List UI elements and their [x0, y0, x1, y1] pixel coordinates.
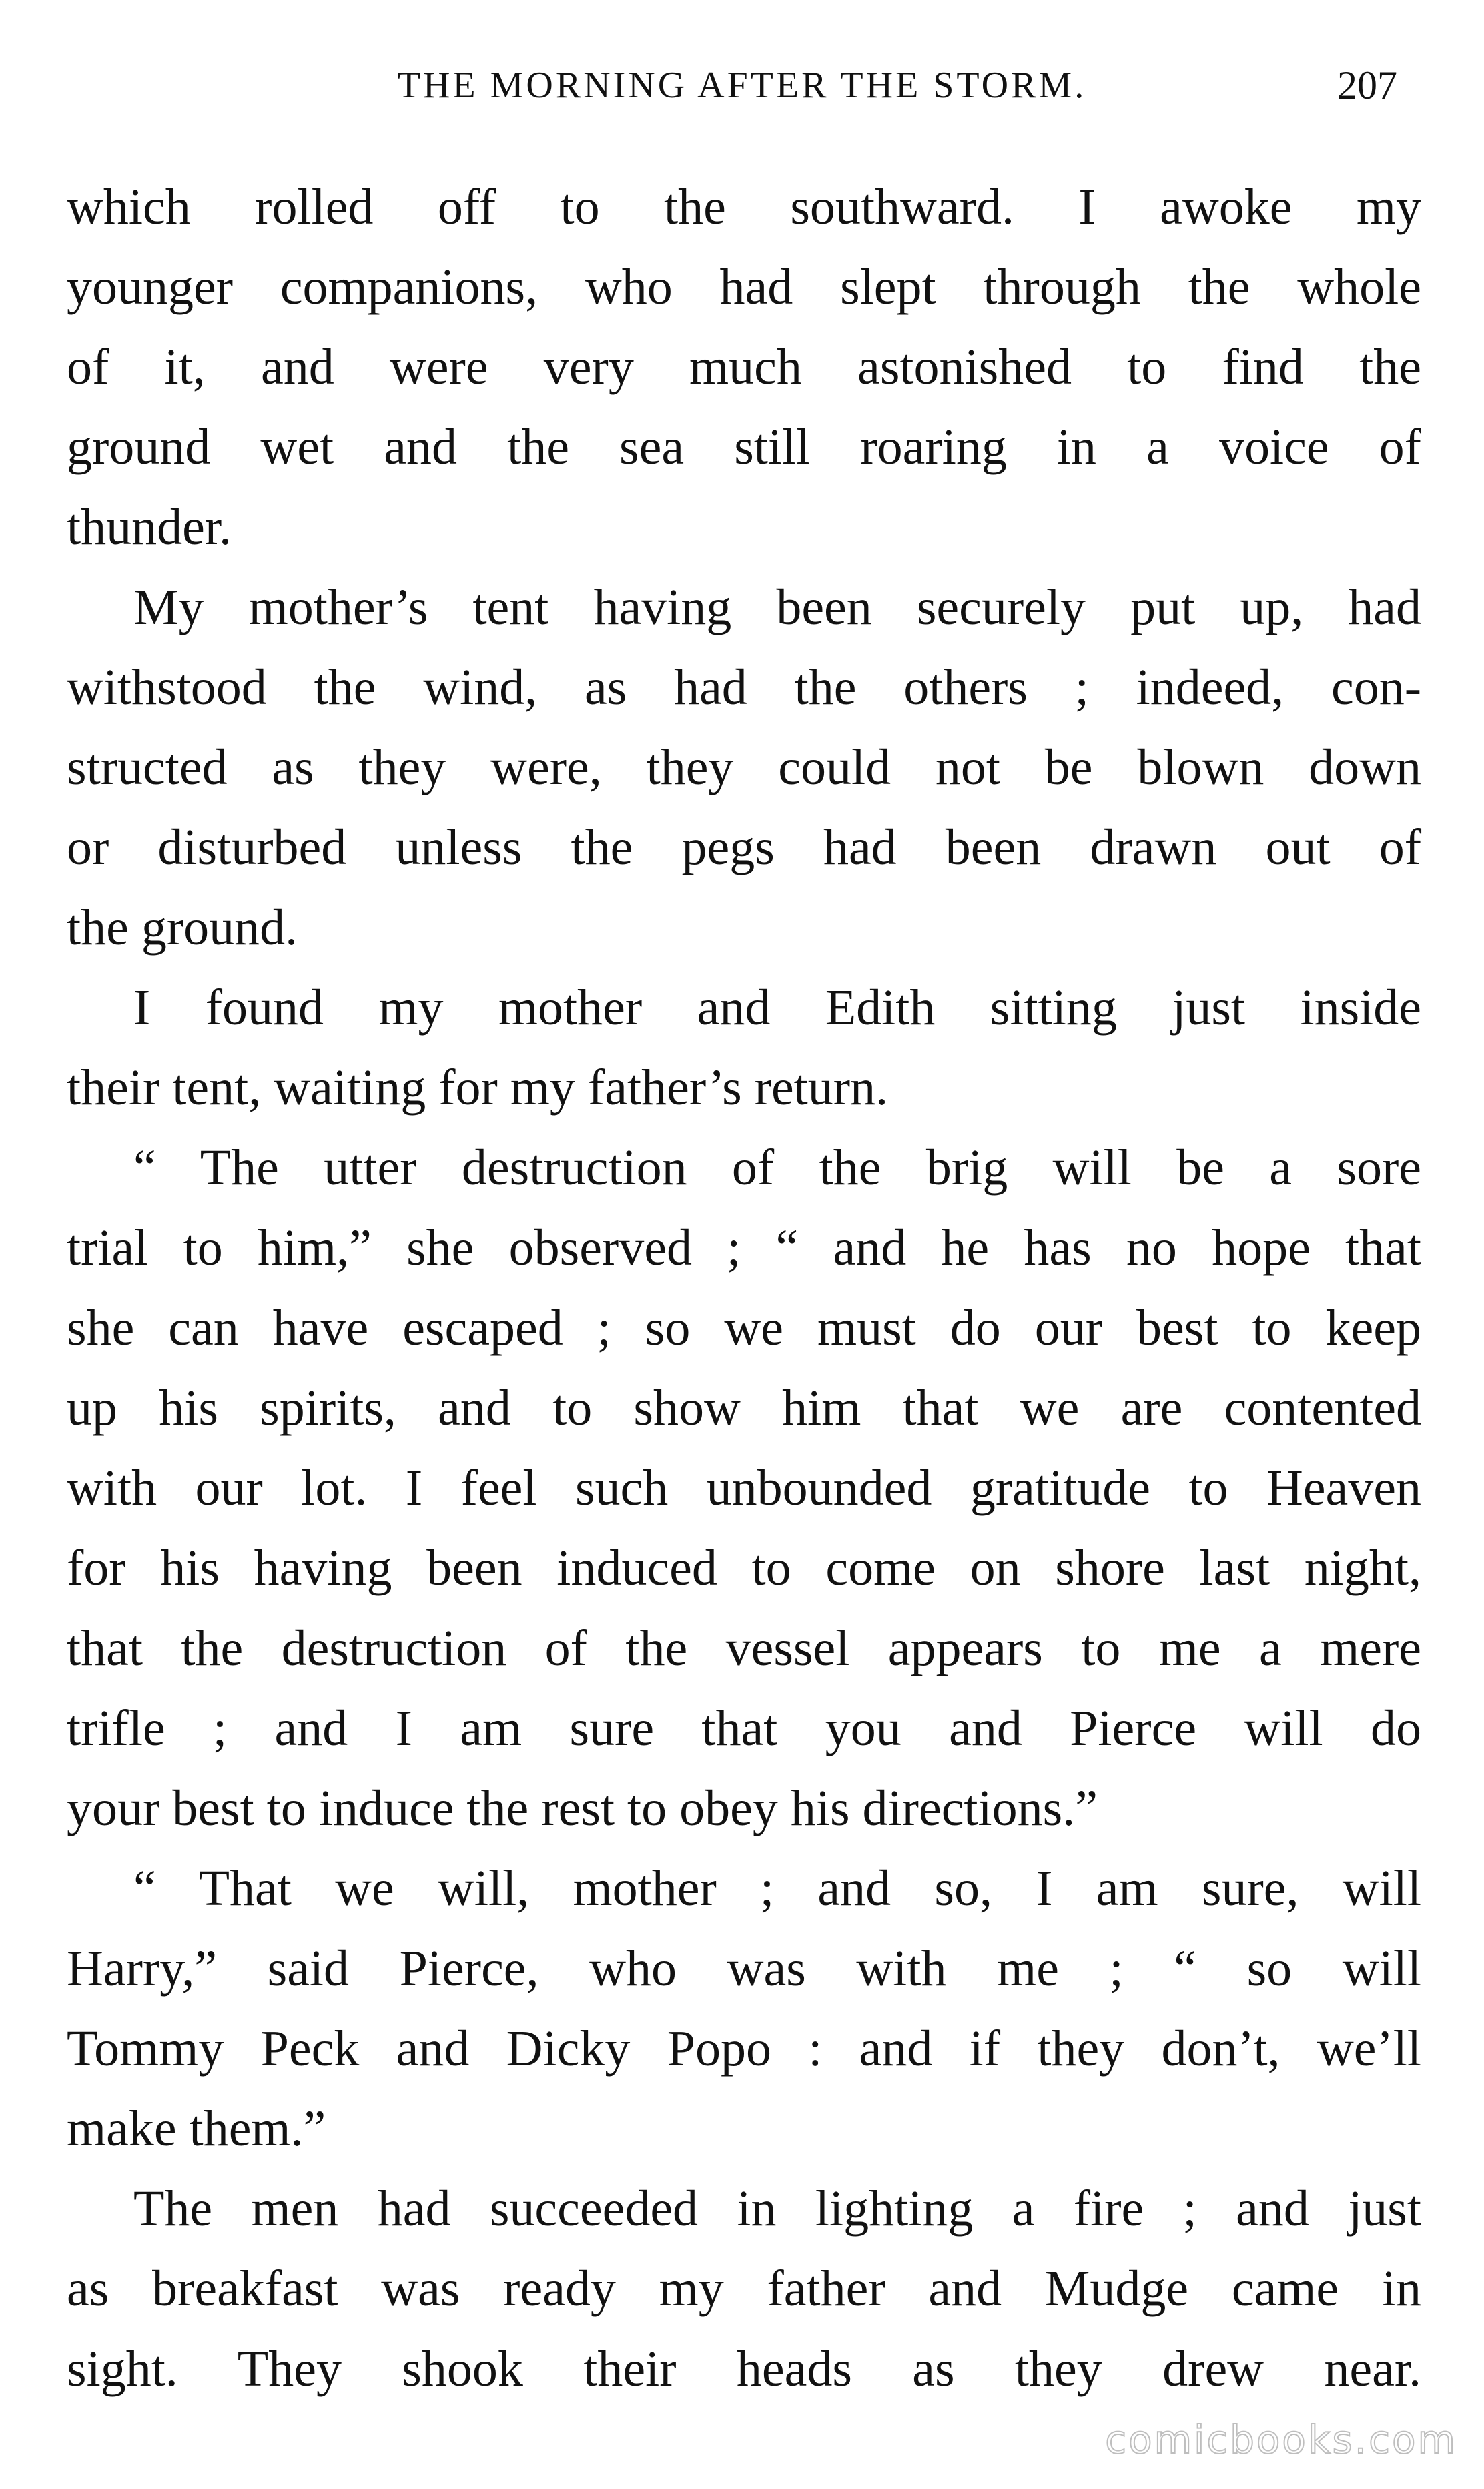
text-line: that the destruction of the vessel appears to me a mere [67, 1620, 1421, 1676]
text-line: “ That we will, mother ; and so, I am sure, will [133, 1860, 1421, 1916]
text-line: as breakfast was ready my father and Mudge came in [67, 2261, 1421, 2317]
text-line: “ The utter destruction of the brig will be a sore [133, 1140, 1421, 1196]
text-line: up his spirits, and to show him that we are contented [67, 1380, 1421, 1436]
text-line: for his having been induced to come on shore last night, [67, 1540, 1421, 1596]
text-line: your best to induce the rest to obey his directions.” [67, 1780, 1098, 1836]
text-line: withstood the wind, as had the others ; indeed, con- [67, 659, 1421, 715]
page-number: 207 [1337, 63, 1397, 107]
text-line: sight. They shook their heads as they drew near. [67, 2341, 1421, 2397]
text-line: thunder. [67, 499, 232, 555]
watermark: comicbooks.com [1105, 2417, 1457, 2462]
text-line: The men had succeeded in lighting a fire ; and just [133, 2181, 1421, 2237]
text-line: younger companions, who had slept through the whole [67, 259, 1421, 315]
chapter-running-title: THE MORNING AFTER THE STORM. [397, 65, 1087, 106]
text-line: trial to him,” she observed ; “ and he has no hope that [67, 1220, 1421, 1276]
text-line: make them.” [67, 2101, 326, 2157]
text-line: My mother’s tent having been securely put up, had [133, 579, 1421, 635]
text-line: ground wet and the sea still roaring in a voice of [67, 419, 1421, 475]
text-line: their tent, waiting for my father’s return. [67, 1060, 889, 1116]
running-head [67, 59, 1417, 112]
text-line: of it, and were very much astonished to find the [67, 339, 1421, 395]
text-line: the ground. [67, 900, 298, 956]
text-line: or disturbed unless the pegs had been drawn out of [67, 819, 1421, 875]
text-line: structed as they were, they could not be blown down [67, 739, 1421, 795]
text-line: which rolled off to the southward. I awoke my [67, 179, 1421, 235]
body-text [67, 167, 1421, 2409]
text-line: Tommy Peck and Dicky Popo : and if they don’t, we’ll [67, 2021, 1421, 2077]
text-line: I found my mother and Edith sitting just inside [133, 980, 1421, 1036]
text-line: Harry,” said Pierce, who was with me ; “ so will [67, 1940, 1421, 1997]
text-line: with our lot. I feel such unbounded gratitude to Heaven [67, 1460, 1421, 1516]
text-line: she can have escaped ; so we must do our best to keep [67, 1300, 1421, 1356]
text-line: trifle ; and I am sure that you and Pierce will do [67, 1700, 1421, 1756]
